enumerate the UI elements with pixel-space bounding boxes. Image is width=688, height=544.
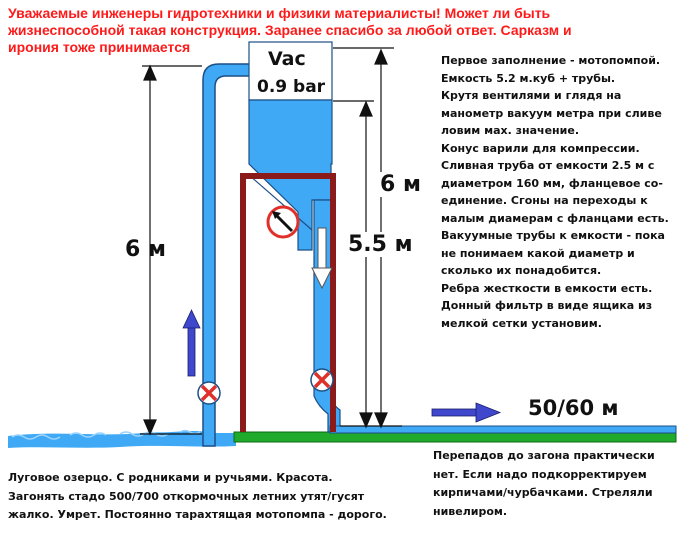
notes-line: Вакуумные трубы к емкости - пока bbox=[441, 229, 665, 242]
notes-line: единение. Сгоны на переходы к bbox=[441, 194, 648, 207]
manometer-icon bbox=[268, 207, 298, 237]
level-note-line: кирпичами/чурбачками. Стреляли bbox=[433, 486, 653, 499]
inner-height-dimension bbox=[333, 101, 374, 427]
lake-note-line: Загонять стадо 500/700 откормочных летних утят/гусят bbox=[8, 489, 365, 503]
notes-line: Сливная труба от емкости 2.5 м с bbox=[441, 159, 655, 172]
header-line-1: Уважаемые инженеры гидротехники и физики материалисты! Может ли быть bbox=[8, 5, 551, 21]
tank-height-label: 6 м bbox=[380, 172, 421, 197]
lake-note-line: жалко. Умрет. Постоянно тарахтящая мотопомпа - дорого. bbox=[8, 508, 387, 521]
upflow-arrow-icon bbox=[183, 310, 200, 376]
notes-block bbox=[441, 52, 686, 332]
notes-line: Первое заполнение - мотопомпой. bbox=[441, 54, 661, 67]
inner-height-label: 5.5 м bbox=[348, 232, 413, 257]
notes-line: Емкость 5.2 м.куб + трубы. bbox=[441, 71, 616, 85]
pressure-label: 0.9 bar bbox=[257, 77, 326, 97]
notes-line: манометр вакуум метра при сливе bbox=[441, 106, 662, 120]
distance-label: 50/60 м bbox=[528, 396, 619, 420]
notes-line: малым диамерам с фланцами есть. bbox=[441, 211, 669, 225]
notes-line: не понимаем какой диаметр и bbox=[441, 246, 635, 260]
notes-line: сколько их понадобится. bbox=[441, 264, 602, 277]
outflow-pipe bbox=[330, 426, 676, 433]
level-note-line: нивелиром. bbox=[433, 504, 508, 518]
suction-valve-icon bbox=[198, 382, 220, 404]
outflow-arrow-icon bbox=[432, 403, 500, 422]
drain-valve-icon bbox=[311, 369, 333, 391]
notes-line: мелкой сетки установим. bbox=[441, 316, 602, 330]
left-height-label: 6 м bbox=[125, 237, 166, 262]
vac-label: Vac bbox=[268, 48, 306, 70]
notes-line: Конус варили для компрессии. bbox=[441, 141, 640, 155]
notes-line: диаметром 160 мм, фланцевое со- bbox=[441, 176, 663, 190]
notes-line: Крутя вентилями и глядя на bbox=[441, 89, 622, 102]
level-note-line: нет. Если надо подкорректируем bbox=[433, 467, 647, 481]
notes-line: Ребра жесткости в емкости есть. bbox=[441, 281, 653, 295]
lake-note bbox=[8, 469, 387, 525]
level-note-line: Перепадов до загона практически bbox=[433, 449, 655, 462]
header-line-2: жизнеспособной такая конструкция. Заранее спасибо за любой ответ. Сарказм и bbox=[8, 22, 572, 38]
lake-note-line: Луговое озерцо. С родниками и ручьями. Красота. bbox=[8, 471, 333, 484]
level-note bbox=[433, 447, 655, 521]
notes-line: Донный фильтр в виде ящика из bbox=[441, 299, 653, 312]
notes-line: ловим мах. значение. bbox=[441, 124, 579, 137]
header-line-3: ирония тоже принимается bbox=[8, 39, 191, 55]
